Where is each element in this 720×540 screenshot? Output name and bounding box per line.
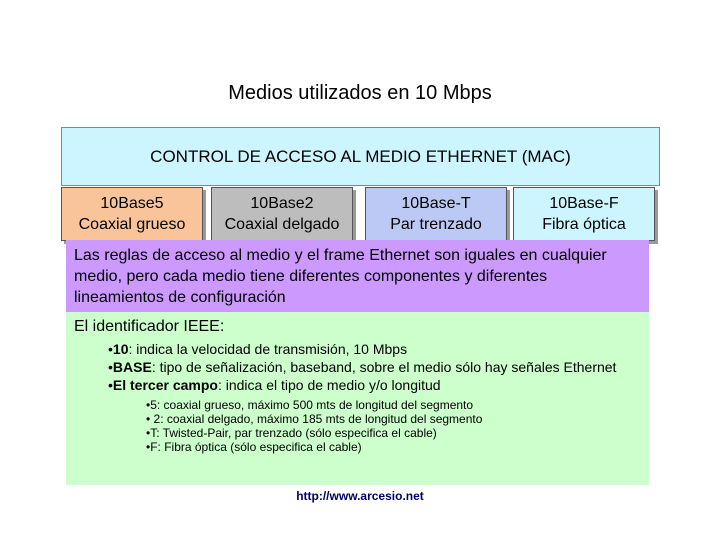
item-key: BASE [112,359,152,375]
media-name: 10Base2 [250,195,314,212]
list-item: • 2: coaxial delgado, máximo 185 mts de longitud del segmento [146,412,483,426]
media-box-10base-t [365,187,507,241]
media-code-list [146,398,641,454]
media-desc: Coaxial grueso [78,216,186,233]
slide-title: Medios utilizados en 10 Mbps [228,82,492,104]
list-item: •BASE: tipo de señalización, baseband, sobre el medio sólo hay señales Ethernet [108,359,617,375]
media-name: 10Base-F [549,195,619,212]
item-text: : tipo de señalización, baseband, sobre el medio sólo hay señales Ethernet [151,359,617,375]
item-key: 10 [112,341,129,357]
media-name: 10Base-T [401,195,471,212]
media-desc: Par trenzado [390,216,482,233]
item-text: : indica el tipo de medio y/o longitud [217,377,441,393]
list-item: •5: coaxial grueso, máximo 500 mts de longitud del segmento [146,398,474,412]
ieee-field-list [108,340,641,394]
media-box-10base5 [61,187,203,241]
media-desc: Coaxial delgado [224,216,340,233]
item-key: El tercer campo [112,377,218,393]
media-desc: Fibra óptica [542,216,626,233]
list-item: •T: Twisted-Pair, par trenzado (sólo especifica el cable) [146,426,437,440]
rules-box: Las reglas de acceso al medio y el frame Ethernet son iguales en cualquier medio, pero cada medio tiene diferentes componentes y diferentes lineamientos de configuración [66,240,649,312]
list-item: •F: Fibra óptica (sólo especifica el cable) [146,440,362,454]
list-item: •10: indica la velocidad de transmisión, 10 Mbps [108,341,408,357]
list-item: •El tercer campo: indica el tipo de medio y/o longitud [108,377,441,393]
media-name: 10Base5 [100,195,164,212]
ieee-identifier-box [66,312,649,485]
media-box-10base-f [513,187,655,241]
media-box-10base2 [211,187,353,241]
mac-control-box: CONTROL DE ACCESO AL MEDIO ETHERNET (MAC) [61,127,660,186]
item-text: : indica la velocidad de transmisión, 10 Mbps [128,341,408,357]
ieee-heading: El identificador IEEE: [74,318,225,335]
footer-url: http://www.arcesio.net [296,489,424,503]
